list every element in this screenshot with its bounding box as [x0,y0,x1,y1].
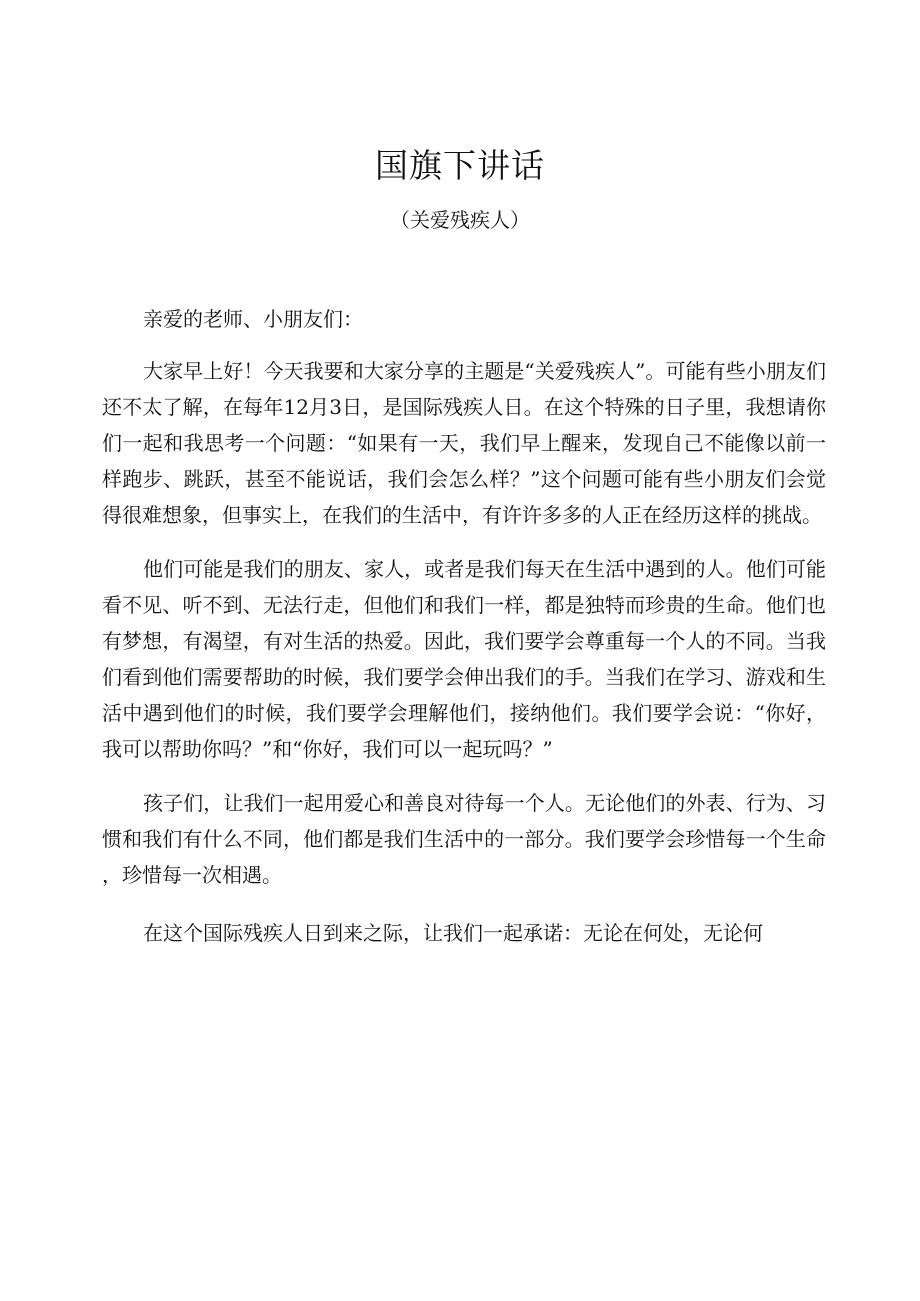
page-subtitle: （关爱残疾人） [390,208,530,232]
paragraph-greeting-topic: 大家早上好！今天我要和大家分享的主题是“关爱残疾人”。可能有些小朋友们还不太了解，在每年12月3日，是国际残疾人日。在这个特殊的日子里，我想请你们一起和我思考一个问题：“如果有一天，我们早上醒来，发现自己不能像以前一样跑步、跳跃，甚至不能说话，我们会怎么样？”这个问题可能有些小朋友们会觉得很难想象，但事实上，在我们的生活中，有许许多多的人正在经历这样的挑战。 [102,359,826,527]
page-title: 国旗下讲话 [375,146,545,185]
paragraph-respect-help: 他们可能是我们的朋友、家人，或者是我们每天在生活中遇到的人。他们可能看不见、听不到、无法行走，但他们和我们一样，都是独特而珍贵的生命。他们也有梦想，有渴望，有对生活的热爱。因此，我们要学会尊重每一个人的不同。当我们看到他们需要帮助的时候，我们要学会伸出我们的手。当我们在学习、游戏和生活中遇到他们的时候，我们要学会理解他们，接纳他们。我们要学会说：“你好，我可以帮助你吗？”和“你好，我们可以一起玩吗？” [102,557,826,761]
salutation: 亲爱的老师、小朋友们： [143,307,363,331]
speech-body [102,301,826,969]
paragraph-kindness: 孩子们，让我们一起用爱心和善良对待每一个人。无论他们的外表、行为、习惯和我们有什么不同，他们都是我们生活中的一部分。我们要学会珍惜每一个生命，珍惜每一次相遇。 [102,791,826,887]
paragraph-promise: 在这个国际残疾人日到来之际，让我们一起承诺：无论在何处，无论何 [143,921,763,945]
